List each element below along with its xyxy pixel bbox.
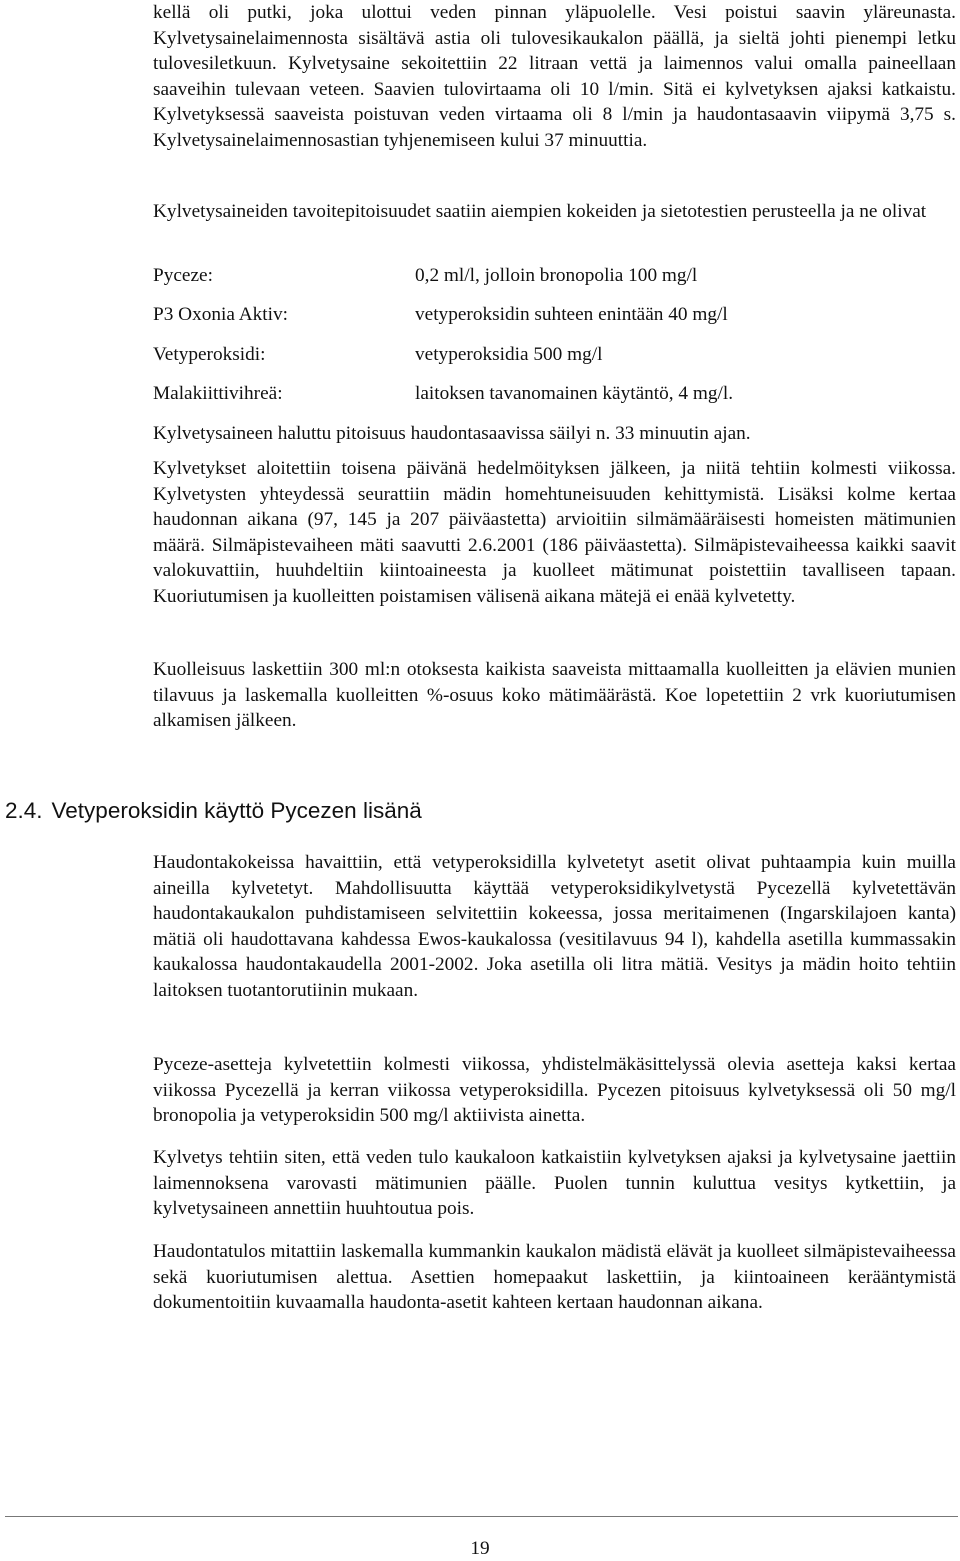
- paragraph-hydrogen-peroxide-intro: Haudontakokeissa havaittiin, että vetyperoksidilla kylvetetyt asetit olivat puhtaampia kuin muilla aineilla kylvetetyt. Mahdollisuutta käyttää vetyperoksidikylvetystä Pycezellä kylvetettävän haudontakaukalon puhdistamiseen selvitettiin kokeessa, jossa meritaimenen (Ingarskilajoen kanta) mätiä oli haudottavana kahdessa Ewos-kaukalossa (vesitilavuus 94 l), kahdella asetilla kummassakin kaukalossa haudontakaudella 2001-2002. Joka asetilla oli litra mätiä. Vesitys ja mädin hoito tehtiin laitoksen tuotantorutiinin mukaan.: [153, 852, 956, 1001]
- definition-value: vetyperoksidin suhteen enintään 40 mg/l: [415, 304, 728, 325]
- definition-value: vetyperoksidia 500 mg/l: [415, 344, 603, 365]
- paragraph-mortality: Kuolleisuus laskettiin 300 ml:n otoksesta kaikista saaveista mittaamalla kuolleitten ja elävien munien tilavuus ja laskemalla kuolleitten %-osuus koko mätimäärästä. Koe lopetettiin 2 vrk kuoriutumisen alkamisen jälkeen.: [153, 659, 956, 732]
- paragraph-target-concentrations: Kylvetysaineiden tavoitepitoisuudet saatiin aiempien kokeiden ja sietotestien perusteella ja ne olivat: [153, 201, 927, 222]
- paragraph-bath-schedule: Kylvetykset aloitettiin toisena päivänä hedelmöityksen jälkeen, ja niitä tehtiin kolmesti viikossa. Kylvetysten yhteydessä seurattiin mädin homehtuneisuuden kehittymistä. Lisäksi kolme kertaa haudonnan aikana (97, 145 ja 207 päiväastetta) arvioitiin silmämääräisesti homeisten mätimunien määrä. Silmäpistevaiheen mäti saavutti 2.6.2001 (186 päiväastetta). Silmäpistevaiheessa kaikki saavit valokuvattiin, huuhdeltiin kiintoaineesta ja kuolleet mätimunat poistettiin tavalliseen tapaan. Kuoriutumisen ja kuolleitten poistamisen välisenä aikana mätejä ei enää kylvetetty.: [153, 458, 956, 607]
- paragraph-concentration-duration: Kylvetysaineen haluttu pitoisuus haudontasaavissa säilyi n. 33 minuutin ajan.: [153, 423, 751, 444]
- section-title: Vetyperoksidin käyttö Pycezen lisänä: [51, 798, 422, 823]
- definition-term: Vetyperoksidi:: [153, 344, 266, 365]
- definition-term: Pyceze:: [153, 265, 213, 286]
- paragraph-bath-procedure: Kylvetys tehtiin siten, että veden tulo kaukaloon katkaistiin kylvetyksen ajaksi ja kylvetysaine jaettiin laimennoksena varovasti mätimunien päälle. Puolen tunnin kuluttua vesitys kytkettiin, ja kylvetysaineen annettiin huuhtoutua pois.: [153, 1147, 956, 1220]
- page-number: 19: [470, 1538, 490, 1559]
- definition-value: laitoksen tavanomainen käytäntö, 4 mg/l.: [415, 383, 734, 404]
- paragraph-bath-setup: kellä oli putki, joka ulottui veden pinnan yläpuolelle. Vesi poistui saavin yläreunasta. Kylvetysainelaimennosta sisältävä astia oli tulovesikaukalon päällä, ja sieltä johti pienempi letku tulovesiletkuun. Kylvetysaine sekoitettiin 22 litraan vettä ja laimennos valui omalla paineellaan saaveihin tulevaan veteen. Saavien tulovirtaama oli 10 l/min. Sitä ei kylvetyksen ajaksi katkaistu. Kylvetyksessä saaveista poistuvan veden virtaama oli 8 l/min ja haudontasaavin viipymä 3,75 s. Kylvetysainelaimennosastian tyhjenemiseen kului 37 minuuttia.: [153, 2, 956, 151]
- section-heading: [5, 797, 422, 825]
- definition-term: Malakiittivihreä:: [153, 383, 283, 404]
- paragraph-bath-frequency: Pyceze-asetteja kylvetettiin kolmesti viikossa, yhdistelmäkäsittelyssä olevia asetteja kaksi kertaa viikossa Pycezellä ja kerran viikossa vetyperoksidilla. Pycezen pitoisuus kylvetyksessä oli 50 mg/l bronopolia ja vetyperoksidin 500 mg/l aktiivista ainetta.: [153, 1054, 956, 1127]
- definition-value: 0,2 ml/l, jolloin bronopolia 100 mg/l: [415, 265, 698, 286]
- footer-divider: [5, 1516, 958, 1517]
- section-number: 2.4.: [5, 798, 43, 823]
- paragraph-hatching-results: Haudontatulos mitattiin laskemalla kummankin kaukalon mädistä elävät ja kuolleet silmäpistevaiheessa sekä kuoriutumisen alettua. Asettien homepaakut laskettiin, ja kiintoaineen kerääntymistä dokumentoitiin kuvaamalla haudonta-asetit kahteen kertaan haudonnan aikana.: [153, 1241, 956, 1314]
- definition-term: P3 Oxonia Aktiv:: [153, 304, 288, 325]
